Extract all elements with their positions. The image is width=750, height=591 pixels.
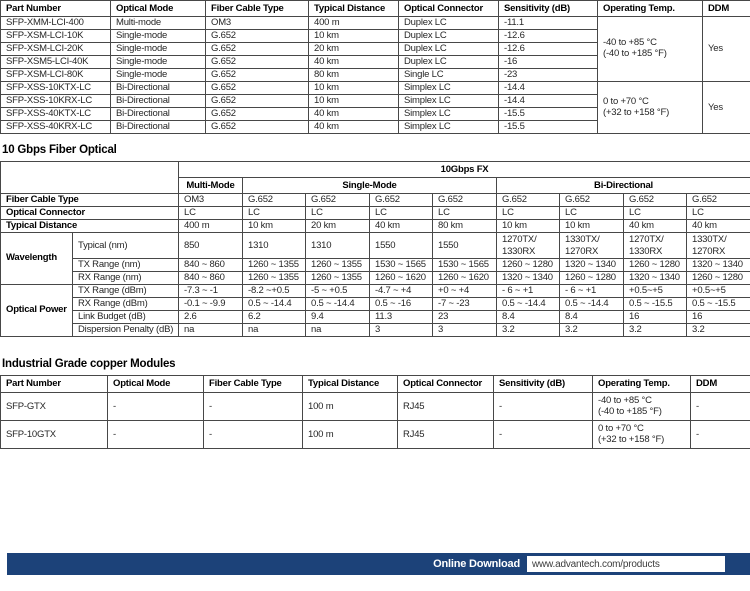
cell: 6.2 [243, 311, 306, 324]
table-row [1, 421, 750, 449]
cell: 1530 ~ 1565 [433, 259, 497, 272]
cell: LC [433, 207, 497, 220]
cell: Duplex LC [399, 43, 499, 56]
cell: OM3 [179, 194, 243, 207]
mode-header-single: Single-Mode [243, 178, 497, 194]
row-label: Optical Connector [1, 207, 179, 220]
cell: 1330TX/ 1270RX [687, 233, 750, 259]
column-header: Optical Mode [111, 1, 206, 17]
cell: 1310 [243, 233, 306, 259]
column-header: Optical Mode [108, 376, 204, 393]
ddm-cell: Yes [703, 17, 750, 82]
download-bar [7, 553, 750, 575]
cell: LC [243, 207, 306, 220]
group-label-wavelength: Wavelength [1, 233, 73, 285]
cell: 3 [433, 324, 497, 337]
cell: LC [560, 207, 624, 220]
cell: 1260 ~ 1355 [306, 272, 370, 285]
part-number-cell: SFP-XSM-LCI-10K [1, 30, 111, 43]
cell: -5 ~ +0.5 [306, 285, 370, 298]
part-number-cell: SFP-XSM-LCI-20K [1, 43, 111, 56]
url-box [527, 556, 725, 572]
cell: Bi-Directional [111, 82, 206, 95]
cell: na [306, 324, 370, 337]
cell: OM3 [206, 17, 309, 30]
cell: Single LC [399, 69, 499, 82]
cell: G.652 [206, 82, 309, 95]
mode-header-multi: Multi-Mode [179, 178, 243, 194]
cell: LC [497, 207, 560, 220]
fiber-10g-spec-table [0, 161, 750, 337]
table-row [1, 311, 750, 324]
cell: 10 km [309, 30, 399, 43]
cell: 40 km [370, 220, 433, 233]
temp-fahrenheit: (+32 to +158 °F) [603, 106, 670, 118]
temp-fahrenheit: (+32 to +158 °F) [598, 433, 665, 445]
cell: +0.5~+5 [624, 285, 687, 298]
cell: na [243, 324, 306, 337]
column-header: Optical Connector [398, 376, 494, 393]
table-row [1, 298, 750, 311]
cell: -12.6 [499, 30, 598, 43]
table-row [1, 324, 750, 337]
cell: Single-mode [111, 69, 206, 82]
cell: G.652 [206, 69, 309, 82]
cell: 8.4 [497, 311, 560, 324]
cell: 1330TX/ 1270RX [560, 233, 624, 259]
column-header: Operating Temp. [593, 376, 691, 393]
cell: 8.4 [560, 311, 624, 324]
cell: 1260 ~ 1620 [433, 272, 497, 285]
cell: na [179, 324, 243, 337]
cell: 0.5 ~ -14.4 [497, 298, 560, 311]
cell: G.652 [497, 194, 560, 207]
cell: 0.5 ~ -14.4 [560, 298, 624, 311]
cell: 1260 ~ 1355 [306, 259, 370, 272]
cell: Bi-Directional [111, 95, 206, 108]
column-header: Fiber Cable Type [206, 1, 309, 17]
cell: 400 m [179, 220, 243, 233]
cell: 16 [624, 311, 687, 324]
cell: 2.6 [179, 311, 243, 324]
cell: 1260 ~ 1280 [687, 272, 750, 285]
cell: LC [370, 207, 433, 220]
sub-label: TX Range (nm) [73, 259, 179, 272]
operating-temp-cell [598, 82, 703, 134]
cell: Duplex LC [399, 17, 499, 30]
download-label: Online Download [433, 558, 520, 570]
temp-fahrenheit: (-40 to +185 °F) [603, 48, 667, 59]
cell: 100 m [303, 421, 398, 449]
table-row [1, 82, 750, 95]
sub-label: Link Budget (dB) [73, 311, 179, 324]
cell: 840 ~ 860 [179, 259, 243, 272]
cell: -15.5 [499, 108, 598, 121]
table-row [1, 259, 750, 272]
cell: 11.3 [370, 311, 433, 324]
table-header-row [1, 376, 750, 393]
cell: Bi-Directional [111, 108, 206, 121]
part-number-cell: SFP-XSM-LCI-80K [1, 69, 111, 82]
cell: 1320 ~ 1340 [624, 272, 687, 285]
cell: G.652 [206, 121, 309, 134]
download-url[interactable]: www.advantech.com/products [532, 558, 660, 570]
column-header: Typical Distance [303, 376, 398, 393]
cell: LC [624, 207, 687, 220]
temp-celsius: 0 to +70 °C [603, 95, 649, 107]
cell: 10 km [560, 220, 624, 233]
column-header: Typical Distance [309, 1, 399, 17]
cell: -23 [499, 69, 598, 82]
cell: RJ45 [398, 393, 494, 421]
column-header: Sensitivity (dB) [499, 1, 598, 17]
cell: 1550 [433, 233, 497, 259]
cell: 0.5 ~ -16 [370, 298, 433, 311]
cell: 1260 ~ 1280 [560, 272, 624, 285]
operating-temp-cell [593, 393, 691, 421]
cell: G.652 [206, 30, 309, 43]
cell: Multi-mode [111, 17, 206, 30]
cell: Single-mode [111, 30, 206, 43]
section-title-copper: Industrial Grade copper Modules [2, 358, 176, 370]
cell: 3.2 [624, 324, 687, 337]
cell: Simplex LC [399, 95, 499, 108]
cell: Duplex LC [399, 56, 499, 69]
cell: 1320 ~ 1340 [687, 259, 750, 272]
cell: - 6 ~ +1 [497, 285, 560, 298]
column-header: Optical Connector [399, 1, 499, 17]
cell: 0.5 ~ -14.4 [306, 298, 370, 311]
table-row [1, 272, 750, 285]
part-number-cell: SFP-XMM-LCI-400 [1, 17, 111, 30]
cell: 1260 ~ 1280 [624, 259, 687, 272]
cell: LC [306, 207, 370, 220]
cell: G.652 [624, 194, 687, 207]
cell: 20 km [306, 220, 370, 233]
column-header: Part Number [1, 376, 108, 393]
cell: - [108, 421, 204, 449]
part-number-cell: SFP-10GTX [1, 421, 108, 449]
temp-fahrenheit: (-40 to +185 °F) [598, 405, 662, 417]
cell: -16 [499, 56, 598, 69]
cell: 20 km [309, 43, 399, 56]
cell: 1310 [306, 233, 370, 259]
cell: -14.4 [499, 82, 598, 95]
cell: 3.2 [687, 324, 750, 337]
cell: G.652 [206, 108, 309, 121]
cell: G.652 [560, 194, 624, 207]
column-header: Operating Temp. [598, 1, 703, 17]
cell: Simplex LC [399, 121, 499, 134]
table-row [1, 207, 750, 220]
cell: 40 km [309, 121, 399, 134]
cell: -7.3 ~ -1 [179, 285, 243, 298]
cell: RJ45 [398, 421, 494, 449]
group-label-optical-power: Optical Power [1, 285, 73, 337]
cell: -7 ~ -23 [433, 298, 497, 311]
copper-modules-table [0, 375, 750, 449]
cell: - 6 ~ +1 [560, 285, 624, 298]
operating-temp-cell [598, 17, 703, 82]
column-header: Part Number [1, 1, 111, 17]
cell: -15.5 [499, 121, 598, 134]
temp-celsius: -40 to +85 °C [603, 37, 657, 49]
section-title-10gbps: 10 Gbps Fiber Optical [2, 144, 117, 156]
cell: 10 km [309, 95, 399, 108]
table-row [1, 233, 750, 259]
cell: LC [687, 207, 750, 220]
table-header-row [1, 162, 750, 178]
cell: 1320 ~ 1340 [497, 272, 560, 285]
column-header: Fiber Cable Type [204, 376, 303, 393]
cell: 0.5 ~ -15.5 [687, 298, 750, 311]
part-number-cell: SFP-GTX [1, 393, 108, 421]
table-row [1, 17, 750, 30]
mode-header-bidi: Bi-Directional [497, 178, 750, 194]
column-header: DDM [703, 1, 750, 17]
cell: - [494, 421, 593, 449]
cell: - [108, 393, 204, 421]
cell: -4.7 ~ +4 [370, 285, 433, 298]
cell: 40 km [309, 108, 399, 121]
cell: 840 ~ 860 [179, 272, 243, 285]
cell: 3.2 [497, 324, 560, 337]
sfp-fiber-modules-table [0, 0, 750, 134]
cell: -0.1 ~ -9.9 [179, 298, 243, 311]
sub-label: RX Range (dBm) [73, 298, 179, 311]
cell: Simplex LC [399, 108, 499, 121]
cell: Bi-Directional [111, 121, 206, 134]
cell: 1550 [370, 233, 433, 259]
cell: 40 km [687, 220, 750, 233]
cell: Single-mode [111, 43, 206, 56]
sub-label: Dispersion Penalty (dB) [73, 324, 179, 337]
cell: Duplex LC [399, 30, 499, 43]
cell: 80 km [433, 220, 497, 233]
cell: Single-mode [111, 56, 206, 69]
cell: -11.1 [499, 17, 598, 30]
row-label: Fiber Cable Type [1, 194, 179, 207]
cell: 9.4 [306, 311, 370, 324]
cell: G.652 [206, 95, 309, 108]
part-number-cell: SFP-XSS-10KRX-LC [1, 95, 111, 108]
cell: 1260 ~ 1620 [370, 272, 433, 285]
table-row [1, 393, 750, 421]
cell: +0 ~ +4 [433, 285, 497, 298]
table-row [1, 285, 750, 298]
cell: 1260 ~ 1355 [243, 272, 306, 285]
cell: -14.4 [499, 95, 598, 108]
part-number-cell: SFP-XSS-40KRX-LC [1, 121, 111, 134]
ddm-cell: - [691, 393, 750, 421]
table-row [1, 220, 750, 233]
cell: 1320 ~ 1340 [560, 259, 624, 272]
cell: 100 m [303, 393, 398, 421]
table-row [1, 194, 750, 207]
ddm-cell: - [691, 421, 750, 449]
cell: 1260 ~ 1355 [243, 259, 306, 272]
cell: -8.2 ~+0.5 [243, 285, 306, 298]
sub-label: TX Range (dBm) [73, 285, 179, 298]
cell: 0.5 ~ -15.5 [624, 298, 687, 311]
temp-celsius: -40 to +85 °C [598, 394, 652, 406]
cell: -12.6 [499, 43, 598, 56]
cell: LC [179, 207, 243, 220]
cell: 10 km [497, 220, 560, 233]
cell: 40 km [309, 56, 399, 69]
blank-corner-cell [1, 162, 179, 194]
cell: Simplex LC [399, 82, 499, 95]
operating-temp-cell [593, 421, 691, 449]
cell: 1270TX/ 1330RX [497, 233, 560, 259]
cell: +0.5~+5 [687, 285, 750, 298]
cell: G.652 [306, 194, 370, 207]
cell: - [204, 393, 303, 421]
cell: - [204, 421, 303, 449]
cell: 3 [370, 324, 433, 337]
row-label: Typical Distance [1, 220, 179, 233]
table-header-row [1, 1, 750, 17]
group-header-10gbps-fx: 10Gbps FX [179, 162, 750, 178]
temp-celsius: 0 to +70 °C [598, 422, 644, 434]
cell: G.652 [206, 56, 309, 69]
cell: 0.5 ~ -14.4 [243, 298, 306, 311]
cell: 850 [179, 233, 243, 259]
cell: G.652 [243, 194, 306, 207]
cell: G.652 [433, 194, 497, 207]
part-number-cell: SFP-XSM5-LCI-40K [1, 56, 111, 69]
cell: G.652 [687, 194, 750, 207]
part-number-cell: SFP-XSS-10KTX-LC [1, 82, 111, 95]
cell: 80 km [309, 69, 399, 82]
column-header: DDM [691, 376, 750, 393]
part-number-cell: SFP-XSS-40KTX-LC [1, 108, 111, 121]
cell: G.652 [370, 194, 433, 207]
cell: G.652 [206, 43, 309, 56]
cell: 23 [433, 311, 497, 324]
cell: 40 km [624, 220, 687, 233]
cell: 10 km [309, 82, 399, 95]
cell: 3.2 [560, 324, 624, 337]
cell: - [494, 393, 593, 421]
cell: 400 m [309, 17, 399, 30]
ddm-cell: Yes [703, 82, 750, 134]
cell: 1270TX/ 1330RX [624, 233, 687, 259]
cell: 10 km [243, 220, 306, 233]
sub-label: RX Range (nm) [73, 272, 179, 285]
cell: 16 [687, 311, 750, 324]
column-header: Sensitivity (dB) [494, 376, 593, 393]
sub-label: Typical (nm) [73, 233, 179, 259]
cell: 1260 ~ 1280 [497, 259, 560, 272]
cell: 1530 ~ 1565 [370, 259, 433, 272]
